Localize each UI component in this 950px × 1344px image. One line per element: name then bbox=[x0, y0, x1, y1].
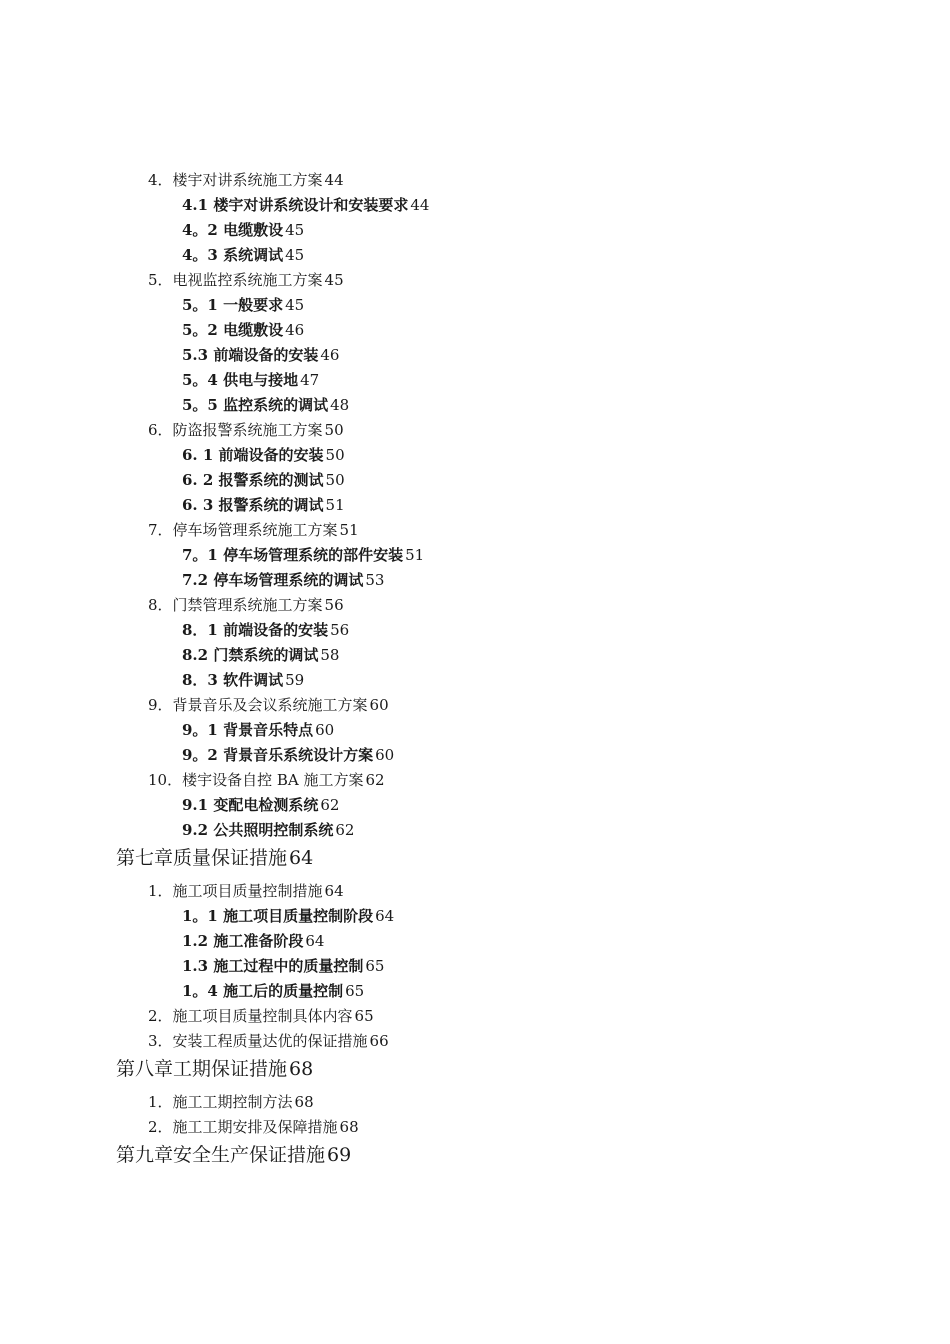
toc-entry-title: 7.2 停车场管理系统的调试 bbox=[182, 571, 364, 589]
toc-subsection-entry[interactable] bbox=[182, 818, 354, 842]
toc-subsection-entry[interactable] bbox=[182, 668, 304, 692]
toc-chapter-entry[interactable] bbox=[116, 1055, 313, 1083]
toc-entry-title: 4。2 电缆敷设 bbox=[182, 221, 284, 239]
toc-subsection-entry[interactable] bbox=[182, 543, 424, 567]
toc-chapter-entry[interactable] bbox=[116, 844, 313, 872]
toc-section-entry[interactable] bbox=[148, 1004, 374, 1028]
toc-page-number: 68 bbox=[289, 1058, 314, 1080]
toc-entry-title: 1．施工项目质量控制措施 bbox=[148, 882, 323, 900]
toc-entry-title: 1.3 施工过程中的质量控制 bbox=[182, 957, 364, 975]
toc-page-number: 46 bbox=[320, 346, 340, 364]
toc-entry-title: 5。4 供电与接地 bbox=[182, 371, 299, 389]
toc-entry-title: 7．停车场管理系统施工方案 bbox=[148, 521, 338, 539]
toc-section-entry[interactable] bbox=[148, 879, 344, 903]
toc-subsection-entry[interactable] bbox=[182, 743, 394, 767]
toc-entry-title: 第八章工期保证措施 bbox=[116, 1058, 288, 1080]
toc-entry-title: 4．楼宇对讲系统施工方案 bbox=[148, 171, 323, 189]
toc-page-number: 68 bbox=[339, 1118, 359, 1136]
toc-section-entry[interactable] bbox=[148, 168, 344, 192]
toc-entry-title: 10．楼宇设备自控 BA 施工方案 bbox=[148, 771, 364, 789]
toc-entry-title: 8.2 门禁系统的调试 bbox=[182, 646, 319, 664]
toc-entry-title: 6. 3 报警系统的调试 bbox=[182, 496, 324, 514]
toc-page-number: 65 bbox=[354, 1007, 374, 1025]
toc-entry-title: 6. 1 前端设备的安装 bbox=[182, 446, 324, 464]
toc-entry-title: 5。5 监控系统的调试 bbox=[182, 396, 329, 414]
toc-entry-title: 第七章质量保证措施 bbox=[116, 847, 288, 869]
toc-page-number: 46 bbox=[285, 321, 305, 339]
toc-page-number: 65 bbox=[365, 957, 385, 975]
toc-subsection-entry[interactable] bbox=[182, 243, 304, 267]
toc-page-number: 62 bbox=[335, 821, 355, 839]
toc-subsection-entry[interactable] bbox=[182, 293, 304, 317]
toc-page-number: 53 bbox=[365, 571, 385, 589]
toc-entry-title: 9.2 公共照明控制系统 bbox=[182, 821, 334, 839]
toc-subsection-entry[interactable] bbox=[182, 468, 345, 492]
toc-page-number: 64 bbox=[305, 932, 325, 950]
toc-page-number: 50 bbox=[325, 471, 345, 489]
toc-page-number: 64 bbox=[375, 907, 395, 925]
toc-entry-title: 5。2 电缆敷设 bbox=[182, 321, 284, 339]
toc-page-number: 62 bbox=[365, 771, 385, 789]
toc-page-number: 44 bbox=[410, 196, 430, 214]
toc-section-entry[interactable] bbox=[148, 518, 359, 542]
toc-entry-title: 1．施工工期控制方法 bbox=[148, 1093, 293, 1111]
toc-page-number: 56 bbox=[330, 621, 350, 639]
toc-section-entry[interactable] bbox=[148, 693, 389, 717]
toc-page-number: 59 bbox=[285, 671, 305, 689]
toc-entry-title: 5．电视监控系统施工方案 bbox=[148, 271, 323, 289]
toc-entry-title: 5.3 前端设备的安装 bbox=[182, 346, 319, 364]
toc-page-number: 65 bbox=[345, 982, 365, 1000]
toc-entry-title: 4。3 系统调试 bbox=[182, 246, 284, 264]
toc-entry-title: 2．施工工期安排及保障措施 bbox=[148, 1118, 338, 1136]
toc-entry-title: 9.1 变配电检测系统 bbox=[182, 796, 319, 814]
toc-section-entry[interactable] bbox=[148, 268, 344, 292]
toc-page-number: 51 bbox=[325, 496, 345, 514]
toc-page-number: 50 bbox=[325, 446, 345, 464]
toc-page-number: 47 bbox=[300, 371, 320, 389]
toc-page-number: 60 bbox=[369, 696, 389, 714]
toc-entry-title: 1.2 施工准备阶段 bbox=[182, 932, 304, 950]
toc-section-entry[interactable] bbox=[148, 593, 344, 617]
toc-subsection-entry[interactable] bbox=[182, 618, 349, 642]
toc-entry-title: 4.1 楼宇对讲系统设计和安装要求 bbox=[182, 196, 409, 214]
toc-page-number: 58 bbox=[320, 646, 340, 664]
toc-page-number: 45 bbox=[324, 271, 344, 289]
toc-page-number: 45 bbox=[285, 296, 305, 314]
toc-page-number: 64 bbox=[289, 847, 314, 869]
toc-page-number: 60 bbox=[315, 721, 335, 739]
toc-page-number: 69 bbox=[327, 1144, 352, 1166]
toc-page-number: 48 bbox=[330, 396, 350, 414]
toc-subsection-entry[interactable] bbox=[182, 643, 339, 667]
toc-section-entry[interactable] bbox=[148, 1115, 359, 1139]
toc-subsection-entry[interactable] bbox=[182, 218, 304, 242]
toc-subsection-entry[interactable] bbox=[182, 929, 324, 953]
toc-entry-title: 3．安装工程质量达优的保证措施 bbox=[148, 1032, 368, 1050]
toc-section-entry[interactable] bbox=[148, 418, 344, 442]
toc-section-entry[interactable] bbox=[148, 1029, 389, 1053]
toc-subsection-entry[interactable] bbox=[182, 904, 394, 928]
toc-subsection-entry[interactable] bbox=[182, 718, 334, 742]
toc-page-number: 66 bbox=[369, 1032, 389, 1050]
toc-subsection-entry[interactable] bbox=[182, 443, 345, 467]
toc-subsection-entry[interactable] bbox=[182, 393, 349, 417]
toc-page-number: 45 bbox=[285, 246, 305, 264]
toc-entry-title: 7。1 停车场管理系统的部件安装 bbox=[182, 546, 404, 564]
toc-page-number: 44 bbox=[324, 171, 344, 189]
toc-entry-title: 第九章安全生产保证措施 bbox=[116, 1144, 326, 1166]
toc-entry-title: 9．背景音乐及会议系统施工方案 bbox=[148, 696, 368, 714]
toc-subsection-entry[interactable] bbox=[182, 193, 429, 217]
toc-subsection-entry[interactable] bbox=[182, 318, 304, 342]
toc-entry-title: 8．3 软件调试 bbox=[182, 671, 284, 689]
toc-subsection-entry[interactable] bbox=[182, 368, 319, 392]
toc-entry-title: 9。1 背景音乐特点 bbox=[182, 721, 314, 739]
toc-page-number: 51 bbox=[339, 521, 359, 539]
toc-subsection-entry[interactable] bbox=[182, 979, 364, 1003]
toc-page-number: 68 bbox=[294, 1093, 314, 1111]
toc-subsection-entry[interactable] bbox=[182, 568, 384, 592]
toc-entry-title: 9。2 背景音乐系统设计方案 bbox=[182, 746, 374, 764]
toc-entry-title: 1。1 施工项目质量控制阶段 bbox=[182, 907, 374, 925]
toc-page-number: 62 bbox=[320, 796, 340, 814]
toc-page-number: 50 bbox=[324, 421, 344, 439]
toc-page-number: 45 bbox=[285, 221, 305, 239]
toc-entry-title: 8．1 前端设备的安装 bbox=[182, 621, 329, 639]
toc-subsection-entry[interactable] bbox=[182, 954, 384, 978]
toc-subsection-entry[interactable] bbox=[182, 493, 345, 517]
toc-subsection-entry[interactable] bbox=[182, 793, 339, 817]
toc-page-number: 60 bbox=[375, 746, 395, 764]
toc-entry-title: 1。4 施工后的质量控制 bbox=[182, 982, 344, 1000]
toc-page-number: 56 bbox=[324, 596, 344, 614]
toc-section-entry[interactable] bbox=[148, 1090, 314, 1114]
toc-subsection-entry[interactable] bbox=[182, 343, 339, 367]
toc-page-number: 64 bbox=[324, 882, 344, 900]
toc-entry-title: 2．施工项目质量控制具体内容 bbox=[148, 1007, 353, 1025]
toc-entry-title: 6. 2 报警系统的测试 bbox=[182, 471, 324, 489]
toc-section-entry[interactable] bbox=[148, 768, 385, 792]
toc-entry-title: 6．防盗报警系统施工方案 bbox=[148, 421, 323, 439]
toc-entry-title: 8．门禁管理系统施工方案 bbox=[148, 596, 323, 614]
toc-entry-title: 5。1 一般要求 bbox=[182, 296, 284, 314]
toc-page-number: 51 bbox=[405, 546, 425, 564]
toc-chapter-entry[interactable] bbox=[116, 1141, 351, 1169]
